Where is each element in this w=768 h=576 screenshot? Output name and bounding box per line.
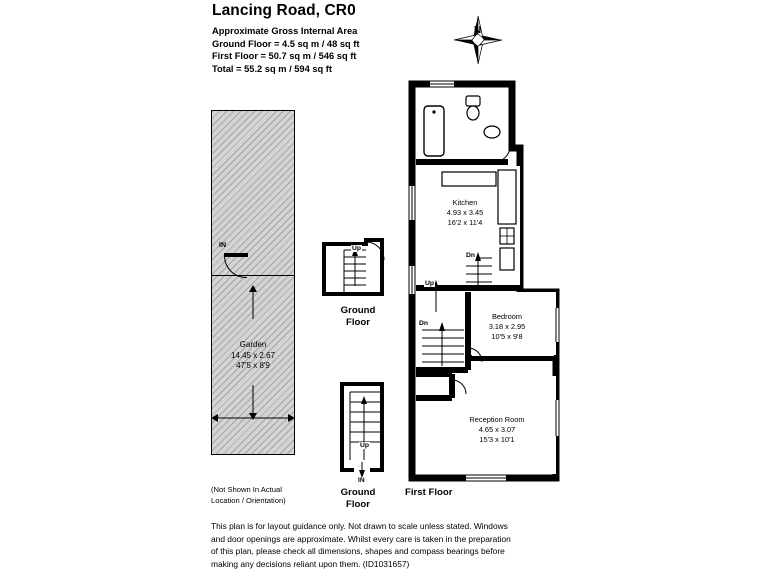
stair-dn-label-bedroom: Dn <box>419 320 429 327</box>
garden-entry-label: IN <box>219 242 226 249</box>
bedroom-dimensions-imperial: 10'5 x 9'8 <box>491 332 523 341</box>
garden-dimensions-imperial: 47'5 x 8'9 <box>236 361 270 371</box>
garden-note-line1: (Not Shown In Actual <box>211 485 282 494</box>
kitchen-name: Kitchen <box>452 198 478 207</box>
ground-lower-entry-arrow <box>355 462 369 478</box>
stair-up-label-lower: Up <box>360 442 370 449</box>
ground-floor-lower-label <box>318 487 398 511</box>
garden-location-note <box>211 485 286 506</box>
garden-width-arrow <box>211 413 295 423</box>
compass-north-letter: N <box>474 25 482 36</box>
area-ground-floor: Ground Floor = 4.5 sq m / 48 sq ft <box>212 38 360 49</box>
gf-lower-label-line2: Floor <box>346 499 370 510</box>
gf-upper-label-line2: Floor <box>346 317 370 328</box>
reception-dimensions-imperial: 15'3 x 10'1 <box>479 435 515 444</box>
garden-room-label <box>212 340 294 372</box>
disclaimer-line2: and door openings are approximate. Whilst every care is taken in the preparation <box>211 533 511 544</box>
kitchen-dimensions-metric: 4.93 x 3.45 <box>446 208 484 217</box>
bedroom-name: Bedroom <box>492 312 522 321</box>
disclaimer-line4: making any decisions reliant upon them. (ID1031657) <box>211 558 410 569</box>
disclaimer-line1: This plan is for layout guidance only. Not drawn to scale unless stated. Windows <box>211 521 508 531</box>
stair-up-label-porch: Up <box>352 245 362 252</box>
reception-room-label <box>447 415 547 445</box>
north-compass-icon <box>452 14 504 66</box>
ground-floor-lower-plan <box>340 382 384 470</box>
area-first-floor: First Floor = 50.7 sq m / 546 sq ft <box>212 51 357 62</box>
gf-lower-label-line1: Ground <box>340 487 376 498</box>
garden-dimensions-metric: 14.45 x 2.67 <box>230 350 276 360</box>
bedroom-room-label <box>468 312 546 342</box>
gf-upper-label-line1: Ground <box>340 305 376 316</box>
garden-door-leaf-icon <box>224 253 248 257</box>
area-summary <box>212 25 359 75</box>
reception-dimensions-metric: 4.65 x 3.07 <box>478 425 516 434</box>
kitchen-room-label <box>430 198 500 228</box>
first-floor-label: First Floor <box>405 487 453 498</box>
kitchen-dimensions-imperial: 16'2 x 11'4 <box>447 218 483 227</box>
garden-divider-line <box>211 275 295 276</box>
reception-name: Reception Room <box>469 415 525 424</box>
stair-dn-label-kitchen: Dn <box>466 252 476 259</box>
ground-floor-upper-plan <box>322 238 392 293</box>
disclaimer-line3: of this plan, please check all dimensions, shapes and compass bearings before <box>211 546 505 557</box>
bedroom-dimensions-metric: 3.18 x 2.95 <box>488 322 526 331</box>
garden-note-line2: Location / Orientation) <box>211 495 286 505</box>
stair-up-label-hall: Up <box>425 280 435 287</box>
page-title: Lancing Road, CR0 <box>212 2 356 19</box>
area-total: Total = 55.2 sq m / 594 sq ft <box>212 63 332 74</box>
disclaimer-text <box>211 520 571 570</box>
ground-floor-upper-label <box>308 305 408 329</box>
garden-name: Garden <box>239 340 267 349</box>
ground-lower-entry-label: IN <box>358 477 365 484</box>
area-heading: Approximate Gross Internal Area <box>212 26 358 36</box>
